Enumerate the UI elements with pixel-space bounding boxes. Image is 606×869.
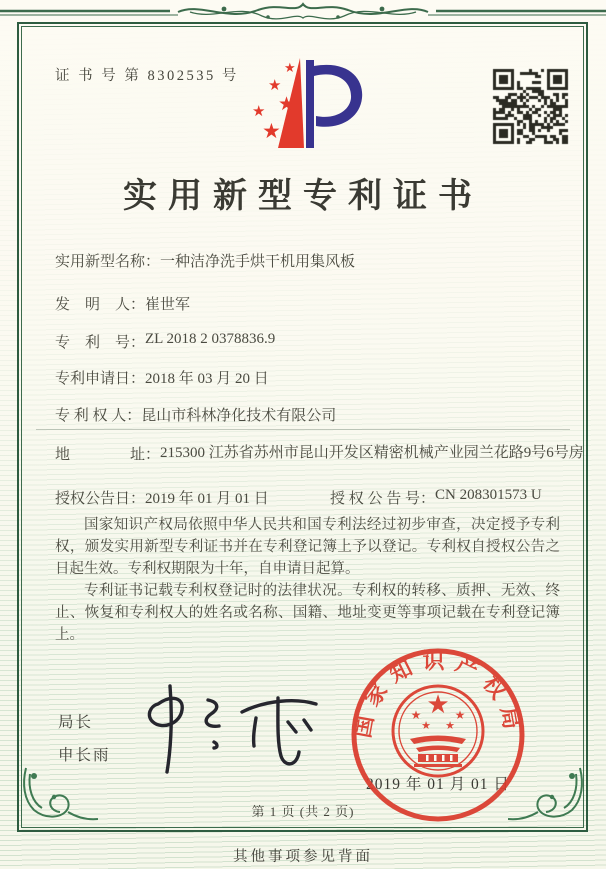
field-label: 专 利 权 人： [55, 408, 142, 424]
handwritten-signature [120, 676, 330, 781]
field-patentee [55, 404, 336, 425]
page-number: 第 1 页 (共 2 页) [251, 804, 355, 819]
field-label: 地 址： [55, 447, 161, 463]
field-inventor [55, 293, 190, 314]
separator-line [36, 429, 570, 430]
field-label: 授权公告日： [55, 491, 146, 507]
certificate-title: 实用新型专利证书 [123, 178, 483, 215]
field-label: 实用新型名称： [55, 254, 161, 270]
cnipa-logo-icon [238, 54, 370, 154]
seal-text: 国家知识产权局 [349, 648, 527, 740]
field-patent-number [55, 331, 275, 352]
field-grant-row [55, 487, 542, 508]
logo-star-icon: ★ [284, 60, 296, 75]
field-label: 授 权 公 告 号： [330, 491, 436, 507]
legal-paragraph: 专利证书记载专利权登记时的法律状况。专利权的转移、质押、无效、终止、恢复和专利权人的姓名或名称、国籍、地址变更等事项记载在专利登记簿上。 [55, 583, 560, 643]
field-label: 专 利 号： [55, 335, 146, 351]
logo-star-icon: ★ [268, 78, 282, 94]
field-value: 2018 年 03 月 20 日 [145, 371, 269, 387]
national-emblem-seal [349, 646, 527, 824]
field-value: ZL 2018 2 0378836.9 [145, 331, 276, 347]
logo-star-icon: ★ [278, 94, 296, 115]
corner-flourish [20, 766, 98, 832]
emblem-star-icon: ★ [421, 720, 431, 732]
back-side-note: 其他事项参见背面 [233, 849, 373, 865]
field-grant-number [330, 487, 542, 508]
field-utility-model-name [55, 250, 355, 271]
field-value: 崔世军 [145, 297, 191, 313]
field-value: CN 208301573 U [435, 487, 542, 503]
emblem-star-icon: ★ [445, 720, 455, 732]
signer-title: 局长 [58, 714, 94, 731]
emblem-star-icon: ★ [410, 708, 422, 722]
emblem-star-icon: ★ [426, 690, 450, 719]
legal-text [55, 514, 560, 646]
qr-code [492, 68, 570, 146]
seal-date: 2019 年 01 月 01 日 [366, 776, 510, 793]
signer-name: 申长雨 [58, 747, 111, 764]
top-ornament [0, 0, 606, 24]
logo-star-icon: ★ [262, 119, 281, 143]
field-label: 发 明 人： [55, 297, 146, 313]
field-filing-date [55, 367, 269, 388]
emblem-star-icon: ★ [454, 708, 466, 722]
field-value: 一种洁净洗手烘干机用集风板 [160, 254, 356, 270]
field-value: 215300 江苏省苏州市昆山开发区精密机械产业园兰花路9号6号房 [160, 445, 584, 461]
corner-flourish [508, 766, 586, 832]
national-emblem-icon [393, 686, 483, 776]
certificate-number: 证 书 号 第 8302535 号 [55, 68, 239, 84]
field-value: 2019 年 01 月 01 日 [145, 491, 269, 507]
field-label: 专利申请日： [55, 371, 146, 387]
field-address [55, 443, 584, 464]
logo-star-icon: ★ [252, 104, 266, 120]
field-value: 昆山市科林净化技术有限公司 [141, 408, 337, 424]
legal-paragraph: 国家知识产权局依照中华人民共和国专利法经过初步审查，决定授予专利权，颁发实用新型专利证书并在专利登记簿上予以登记。专利权自授权公告之日起生效。专利权期限为十年，自申请日起算。 [55, 517, 560, 577]
